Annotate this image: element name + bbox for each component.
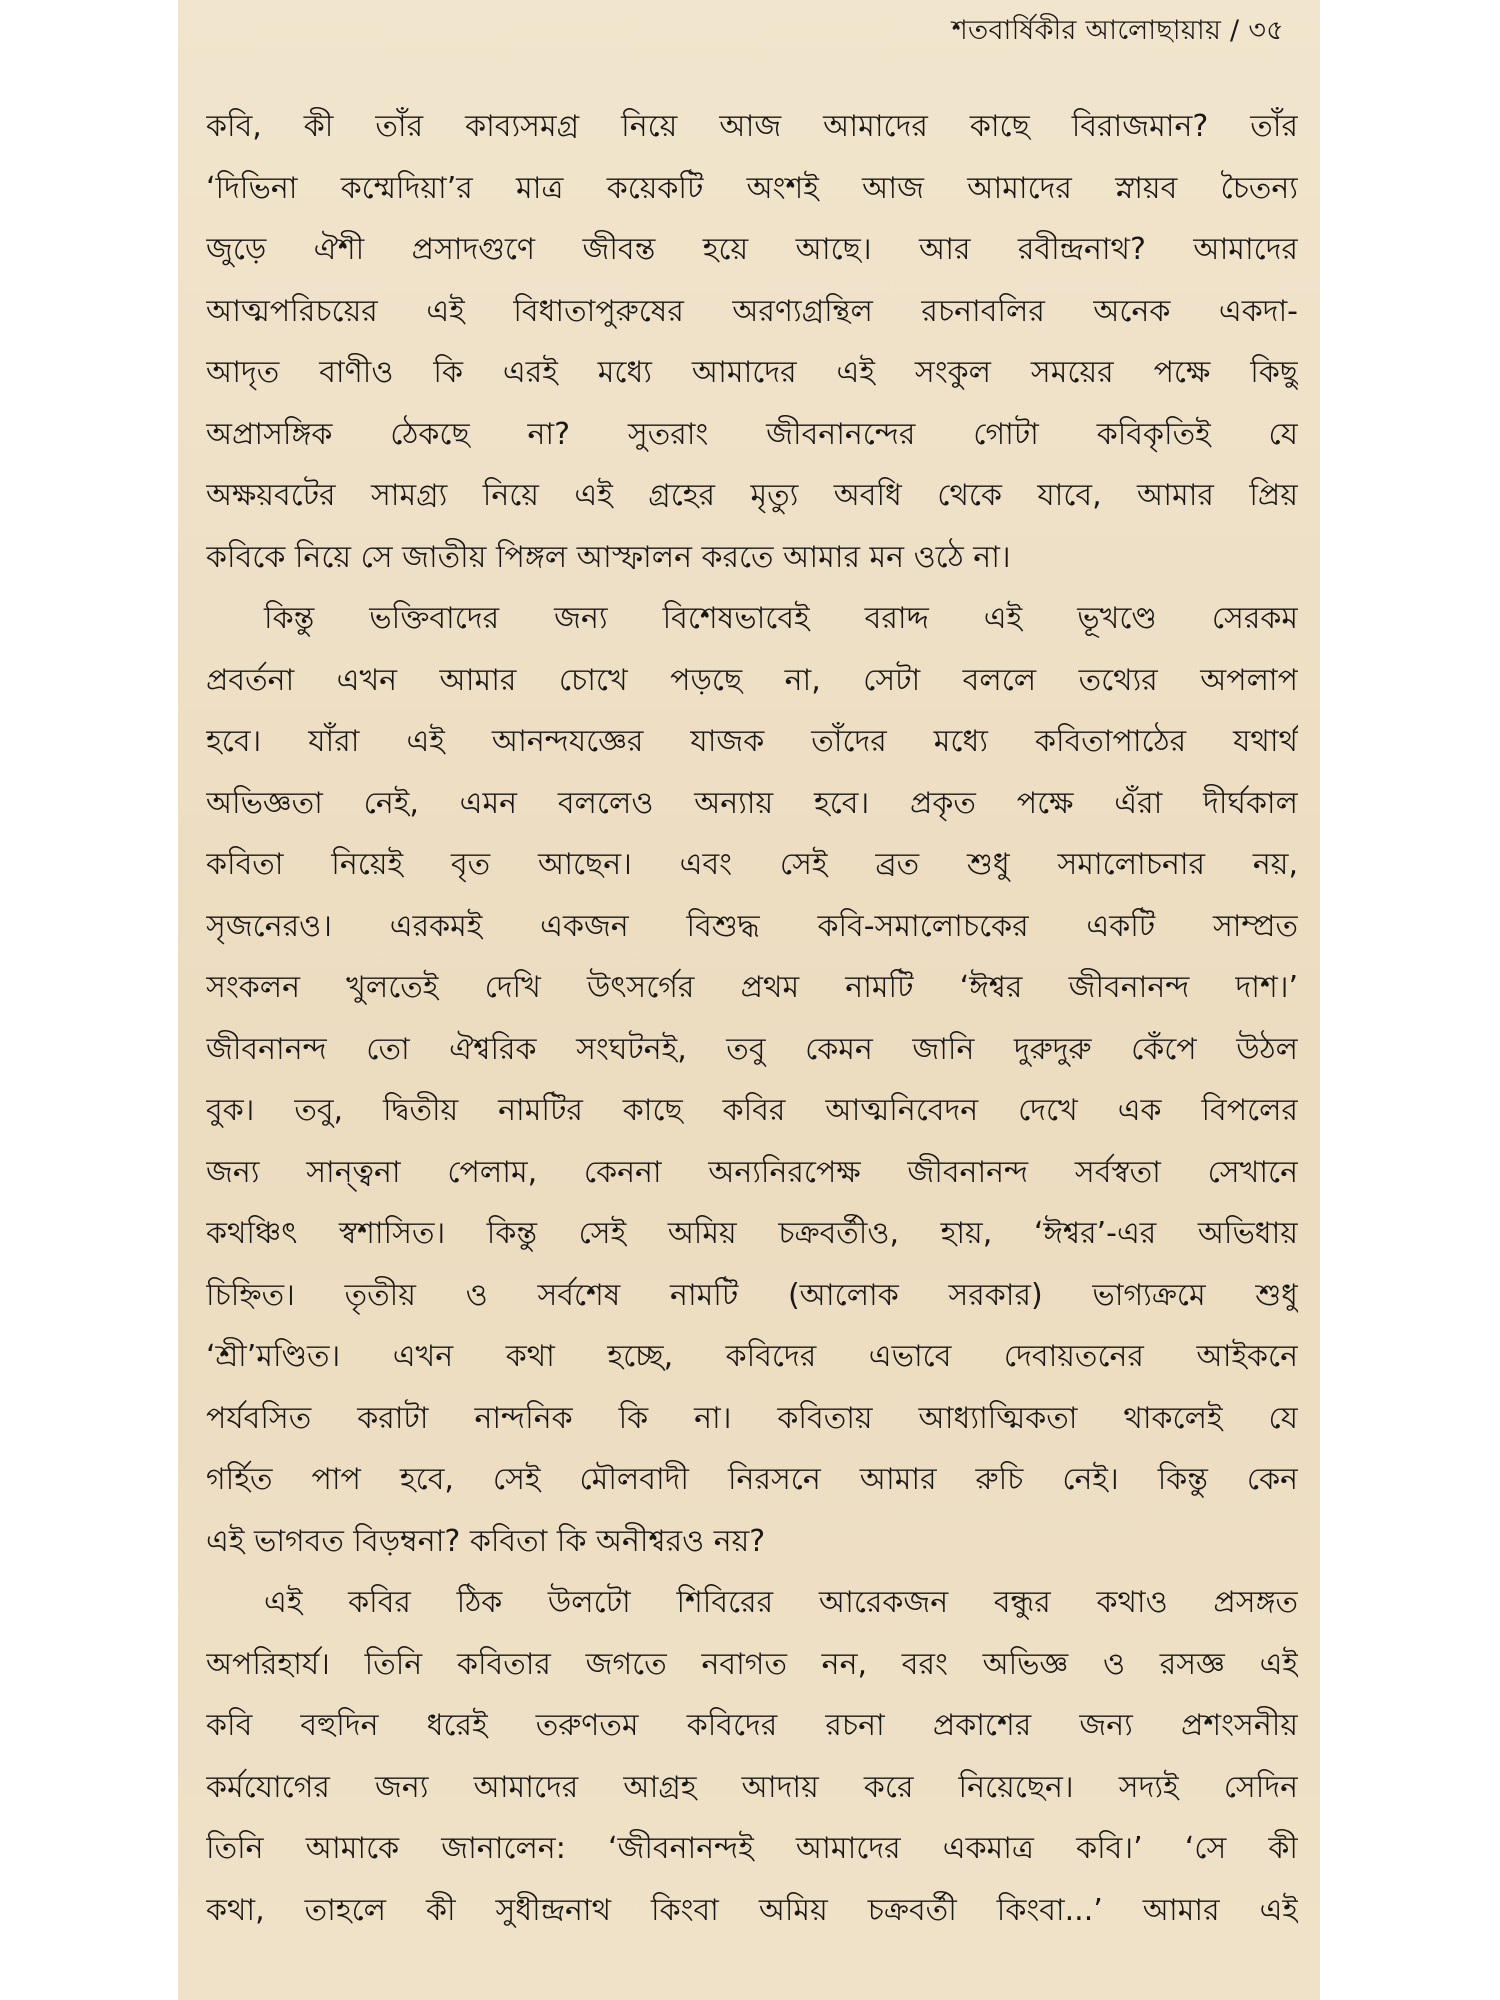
text-line: ‘দিভিনা কম্মেদিয়া’র মাত্র কয়েকটি অংশই আজ আমাদের স্নায়ব চৈতন্য bbox=[206, 170, 1298, 206]
text-line: অক্ষয়বটের সামগ্র্য নিয়ে এই গ্রহের মৃত্যু অবধি থেকে যাবে, আমার প্রিয় bbox=[206, 478, 1298, 513]
text-line: কর্মযোগের জন্য আমাদের আগ্রহ আদায় করে নিয়েছেন। সদ্যই সেদিন bbox=[206, 1769, 1298, 1805]
body-text bbox=[206, 96, 1298, 1941]
text-line: গর্হিত পাপ হবে, সেই মৌলবাদী নিরসনে আমার রুচি নেই। কিন্তু কেন bbox=[206, 1462, 1298, 1497]
book-page bbox=[178, 0, 1320, 2000]
text-line: জুড়ে ঐশী প্রসাদগুণে জীবন্ত হয়ে আছে। আর রবীন্দ্রনাথ? আমাদের bbox=[206, 232, 1298, 267]
text-line: প্রবর্তনা এখন আমার চোখে পড়ছে না, সেটা বললে তথ্যের অপলাপ bbox=[206, 662, 1298, 698]
text-line: জন্য সান্ত্বনা পেলাম, কেননা অন্যনিরপেক্ষ জীবনানন্দ সর্বস্বতা সেখানে bbox=[206, 1154, 1298, 1190]
text-line: চিহ্নিত। তৃতীয় ও সর্বশেষ নামটি (আলোক সরকার) ভাগ্যক্রমে শুধু bbox=[206, 1277, 1298, 1313]
paragraph-end-line: কবিকে নিয়ে সে জাতীয় পিঙ্গল আস্ফালন করতে আমার মন ওঠে না। bbox=[206, 539, 1011, 575]
text-line: অপ্রাসঙ্গিক ঠেকছে না? সুতরাং জীবনানন্দের গোটা কবিকৃতিই যে bbox=[206, 416, 1298, 452]
text-line: হবে। যাঁরা এই আনন্দযজ্ঞের যাজক তাঁদের মধ্যে কবিতাপাঠের যথার্থ bbox=[206, 724, 1298, 759]
text-line: সংকলন খুলতেই দেখি উৎসর্গের প্রথম নামটি ‘ঈশ্বর জীবনানন্দ দাশ।’ bbox=[206, 970, 1298, 1005]
paragraph-first-line: কিন্তু ভক্তিবাদের জন্য বিশেষভাবেই বরাদ্দ এই ভূখণ্ডে সেরকম bbox=[264, 601, 1298, 636]
text-line: বুক। তবু, দ্বিতীয় নামটির কাছে কবির আত্মনিবেদন দেখে এক বিপলের bbox=[206, 1093, 1298, 1128]
running-head: শতবার্ষিকীর আলোছায়ায় / ৩৫ bbox=[951, 15, 1284, 46]
text-line: অভিজ্ঞতা নেই, এমন বললেও অন্যায় হবে। প্রকৃত পক্ষে এঁরা দীর্ঘকাল bbox=[206, 785, 1298, 821]
text-line: কথঞ্চিৎ স্বশাসিত। কিন্তু সেই অমিয় চক্রবর্তীও, হায়, ‘ঈশ্বর’-এর অভিধায় bbox=[206, 1216, 1298, 1251]
text-line: অপরিহার্য। তিনি কবিতার জগতে নবাগত নন, বরং অভিজ্ঞ ও রসজ্ঞ এই bbox=[206, 1646, 1298, 1682]
text-line: কথা, তাহলে কী সুধীন্দ্রনাথ কিংবা অমিয় চক্রবর্তী কিংবা...’ আমার এই bbox=[206, 1892, 1298, 1928]
text-line: কবিতা নিয়েই বৃত আছেন। এবং সেই ব্রত শুধু সমালোচনার নয়, bbox=[206, 847, 1298, 882]
paragraph-first-line: এই কবির ঠিক উলটো শিবিরের আরেকজন বন্ধুর কথাও প্রসঙ্গত bbox=[264, 1585, 1298, 1620]
text-line: আদৃত বাণীও কি এরই মধ্যে আমাদের এই সংকুল সময়ের পক্ষে কিছু bbox=[206, 355, 1298, 390]
text-line: পর্যবসিত করাটা নান্দনিক কি না। কবিতায় আধ্যাত্মিকতা থাকলেই যে bbox=[206, 1400, 1298, 1436]
text-line: ‘শ্রী’মণ্ডিত। এখন কথা হচ্ছে, কবিদের এভাবে দেবায়তনের আইকনে bbox=[206, 1339, 1298, 1374]
text-line: জীবনানন্দ তো ঐশ্বরিক সংঘটনই, তবু কেমন জানি দুরুদুরু কেঁপে উঠল bbox=[206, 1031, 1298, 1067]
paragraph-end-line: এই ভাগবত বিড়ম্বনা? কবিতা কি অনীশ্বরও নয়? bbox=[206, 1523, 766, 1559]
text-line: সৃজনেরও। এরকমই একজন বিশুদ্ধ কবি-সমালোচকের একটি সাম্প্রত bbox=[206, 908, 1298, 944]
text-line: আত্মপরিচয়ের এই বিধাতাপুরুষের অরণ্যগ্রন্থিল রচনাবলির অনেক একদা- bbox=[206, 293, 1298, 329]
text-line: কবি বহুদিন ধরেই তরুণতম কবিদের রচনা প্রকাশের জন্য প্রশংসনীয় bbox=[206, 1708, 1298, 1743]
text-line: কবি, কী তাঁর কাব্যসমগ্র নিয়ে আজ আমাদের কাছে বিরাজমান? তাঁর bbox=[206, 109, 1298, 144]
text-line: তিনি আমাকে জানালেন: ‘জীবনানন্দই আমাদের একমাত্র কবি।’ ‘সে কী bbox=[206, 1831, 1298, 1866]
